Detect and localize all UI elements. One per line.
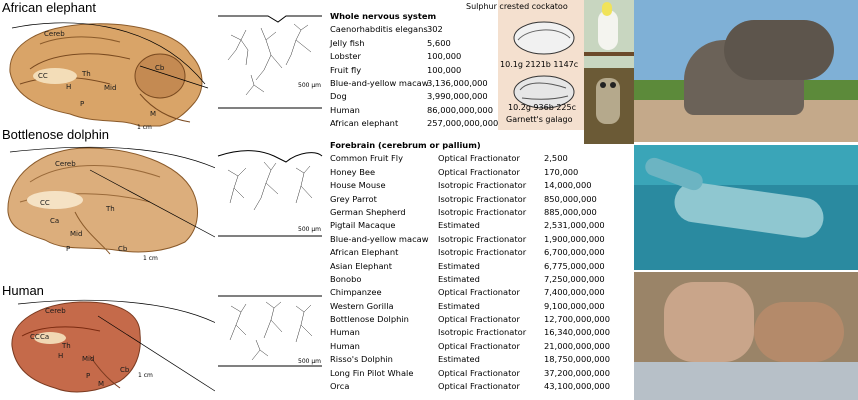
galago-photo (584, 68, 634, 144)
species-name: Orca (330, 381, 350, 392)
table-row (330, 286, 630, 299)
neuron-count: 6,775,000,000 (544, 260, 605, 271)
dolphin-neuron-sketch (216, 148, 324, 238)
dolphin-scale-label: 1 cm (143, 255, 158, 262)
elephant-neuron-sketch (216, 10, 324, 110)
species-name: House Mouse (330, 180, 386, 191)
species-name: Honey Bee (330, 166, 376, 177)
section-title-elephant: African elephant (2, 0, 96, 15)
species-name: Bonobo (330, 273, 362, 284)
method: Estimated (438, 300, 480, 311)
neuron-count: 6,700,000,000 (544, 247, 605, 258)
elephants-photo (634, 0, 858, 142)
table-row (330, 64, 500, 77)
neuron-count: 170,000 (544, 166, 579, 177)
neuron-count: 86,000,000,000 (427, 104, 493, 115)
species-name: Caenorhabditis elegans (330, 24, 428, 35)
neuron-count: 9,100,000,000 (544, 300, 605, 311)
brain-label-cc: CC (30, 333, 40, 341)
neuron-count: 3,136,000,000 (427, 77, 488, 88)
species-name: Asian Elephant (330, 260, 393, 271)
neuron-count: 12,700,000,000 (544, 314, 610, 325)
method: Optical Fractionator (438, 314, 520, 325)
brain-label-th: Th (106, 205, 115, 213)
neuron-count: 7,400,000,000 (544, 287, 605, 298)
brain-label-th: Th (62, 342, 71, 350)
species-name: Lobster (330, 51, 361, 62)
method: Optical Fractionator (438, 381, 520, 392)
neuron-count: 885,000,000 (544, 206, 597, 217)
neuron-count: 7,250,000,000 (544, 273, 605, 284)
table-row (330, 246, 630, 259)
neuron-count: 14,000,000 (544, 180, 592, 191)
dolphin-photo (634, 145, 858, 270)
people-photo (634, 272, 858, 400)
cockatoo-brain-image (508, 18, 580, 58)
table-row (330, 380, 630, 393)
brain-label-cc: CC (38, 72, 48, 80)
table-row (330, 104, 500, 117)
species-name: Bottlenose Dolphin (330, 314, 409, 325)
brain-label-p: P (80, 100, 85, 108)
brain-label-p: P (86, 372, 91, 380)
brain-label-mid: Mid (82, 355, 95, 363)
brain-label-mid: Mid (70, 230, 83, 238)
table-row (330, 260, 630, 273)
method: Optical Fractionator (438, 166, 520, 177)
brain-label-th: Th (82, 70, 91, 78)
species-name: Human (330, 327, 360, 338)
neuron-count: 18,750,000,000 (544, 354, 610, 365)
table-title: Forebrain (cerebrum or pallium) (330, 140, 481, 150)
cockatoo-label: Sulphur crested cockatoo (466, 2, 568, 11)
species-name: German Shepherd (330, 206, 406, 217)
neuron-count: 5,600 (427, 37, 451, 48)
method: Optical Fractionator (438, 287, 520, 298)
neuron-count: 37,200,000,000 (544, 367, 610, 378)
elephant-brain-image (0, 14, 215, 134)
table-row (330, 326, 630, 339)
table-row (330, 152, 630, 165)
species-name: African Elephant (330, 247, 399, 258)
brain-label-cb: Cb (120, 366, 130, 374)
table-row (330, 166, 630, 179)
table-row (330, 367, 630, 380)
human-brain-image (0, 296, 215, 400)
table-row (330, 179, 630, 192)
species-name: Blue-and-yellow macaw (330, 77, 429, 88)
brain-label-h: H (58, 352, 64, 360)
forebrain-table (330, 139, 630, 393)
table-row (330, 193, 630, 206)
neuron-count: 850,000,000 (544, 193, 597, 204)
neuron-count: 302 (427, 24, 443, 35)
brain-label-mid: Mid (104, 84, 117, 92)
table-title: Whole nervous system (330, 11, 437, 21)
whole-nervous-system-table (330, 10, 500, 131)
brain-label-cb: Cb (155, 64, 165, 72)
species-name: Blue-and-yellow macaw (330, 233, 429, 244)
method: Isotropic Fractionator (438, 327, 527, 338)
neuron-count: 1,900,000,000 (544, 233, 605, 244)
table-row (330, 300, 630, 313)
neuron-scale-label: 500 µm (298, 82, 322, 89)
neuron-count: 3,990,000,000 (427, 91, 488, 102)
neuron-scale-label: 500 µm (298, 226, 322, 233)
section-title-dolphin: Bottlenose dolphin (2, 127, 109, 142)
species-name: Common Fruit Fly (330, 153, 404, 164)
brain-label-ca: Ca (40, 333, 50, 341)
table-row (330, 233, 630, 246)
species-name: African elephant (330, 118, 399, 129)
table-row (330, 273, 630, 286)
species-name: Human (330, 340, 360, 351)
cockatoo-stats: 10.1g 2121b 1147c (500, 60, 579, 69)
method: Optical Fractionator (438, 153, 520, 164)
table-row (330, 340, 630, 353)
neuron-count: 100,000 (427, 51, 462, 62)
galago-label: Garnett's galago (506, 115, 573, 124)
method: Estimated (438, 273, 480, 284)
species-name: Grey Parrot (330, 193, 377, 204)
brain-label-m: M (150, 110, 157, 118)
neuron-count: 257,000,000,000 (427, 118, 499, 129)
neuron-count: 100,000 (427, 64, 462, 75)
method: Estimated (438, 220, 480, 231)
brain-label-cereb: Cereb (45, 307, 66, 315)
table-row (330, 23, 500, 36)
elephant-scale-label: 1 cm (137, 124, 152, 131)
species-name: Pigtail Macaque (330, 220, 396, 231)
table-row (330, 219, 630, 232)
brain-label-cc: CC (40, 199, 50, 207)
brain-label-p: P (66, 245, 71, 253)
neuron-count: 2,500 (544, 153, 568, 164)
method: Isotropic Fractionator (438, 247, 527, 258)
method: Estimated (438, 354, 480, 365)
species-name: Jelly fish (330, 37, 365, 48)
neuron-count: 21,000,000,000 (544, 340, 610, 351)
section-title-human: Human (2, 283, 44, 298)
neuron-count: 2,531,000,000 (544, 220, 605, 231)
table-row (330, 90, 500, 103)
cockatoo-photo (584, 0, 634, 68)
brain-label-m: M (98, 380, 105, 388)
brain-label-cereb: Cereb (55, 160, 76, 168)
method: Isotropic Fractionator (438, 233, 527, 244)
table-row (330, 313, 630, 326)
table-row (330, 77, 500, 90)
method: Isotropic Fractionator (438, 206, 527, 217)
species-name: Dog (330, 91, 347, 102)
neuron-scale-label: 500 µm (298, 358, 322, 365)
method: Isotropic Fractionator (438, 180, 527, 191)
human-scale-label: 1 cm (138, 372, 153, 379)
brain-label-ca: Ca (50, 217, 60, 225)
method: Estimated (438, 260, 480, 271)
neuron-count: 43,100,000,000 (544, 381, 610, 392)
galago-stats: 10.2g 936b 225c (508, 103, 576, 112)
table-row (330, 353, 630, 366)
species-name: Long Fin Pilot Whale (330, 367, 414, 378)
table-row (330, 206, 630, 219)
species-name: Chimpanzee (330, 287, 382, 298)
neuron-count: 16,340,000,000 (544, 327, 610, 338)
method: Isotropic Fractionator (438, 193, 527, 204)
species-name: Risso's Dolphin (330, 354, 393, 365)
species-name: Fruit fly (330, 64, 362, 75)
species-name: Western Gorilla (330, 300, 394, 311)
brain-label-cb: Cb (118, 245, 128, 253)
method: Optical Fractionator (438, 367, 520, 378)
species-name: Human (330, 104, 360, 115)
table-row (330, 117, 500, 130)
brain-label-h: H (66, 83, 72, 91)
method: Optical Fractionator (438, 340, 520, 351)
table-row (330, 50, 500, 63)
brain-label-cereb: Cereb (44, 30, 65, 38)
table-row (330, 37, 500, 50)
